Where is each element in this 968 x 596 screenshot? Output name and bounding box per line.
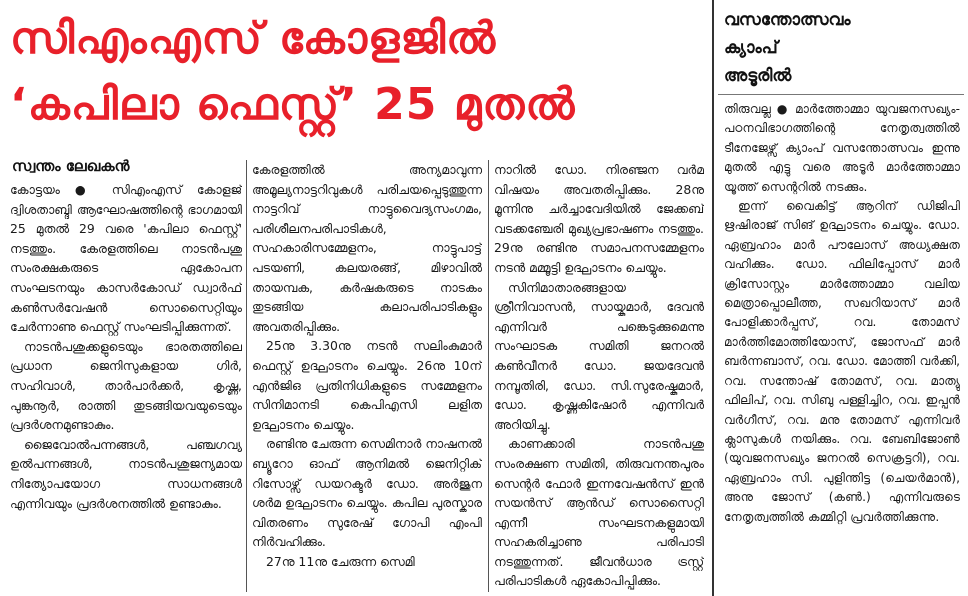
paragraph: തിരുവല്ല ● മാർത്തോമ്മാ യുവജനസഖ്യം-പഠനവിഭാഗത്തിന്റെ നേതൃത്വത്തിൽ ടീനേജേഴ്സ് ക്യാംപ് വസന്തോത്സവം ഇന്നു മുതൽ എട്ടു വരെ അടൂർ മാർത്തോമ്മാ യൂത്ത് സെന്ററിൽ നടക്കും. [724, 102, 960, 194]
paragraph: നാടൻപശുക്കളുടെയും ഭാരതത്തിലെ പ്രധാന ജെനിസുകളായ ഗിർ, സഹിവാൾ, താർപാർക്കർ, കൃഷ്ണ, പുങ്കനൂർ, രാത്തി തുടങ്ങിയവയുടെയും പ്രദർശനമുണ്ടാകും. [10, 338, 242, 433]
paragraph: 27നു 11നു ചേരുന്ന സെമി [266, 553, 415, 569]
column-divider [246, 160, 247, 592]
side-headline-rule [718, 94, 964, 95]
paragraph: ഇന്ന് വൈകിട്ട് ആറിന് ഡിജിപി ഋഷിരാജ് സിങ് ഉദ്ഘാടനം ചെയ്യും. ഡോ. ഏബ്രഹാം മാർ പൗലോസ് അധ്യക്ഷത വഹിക്കും. ഡോ. ഫിലിപ്പോസ് മാർ ക്രിസോസ്റ്റം മാർത്തോമ്മാ വലിയ മെത്രാപ്പൊലീത്ത, സഖറിയാസ് മാർ പോളിക്കാർപ്പസ്, റവ. തോമസ് മാർത്തിമോത്തിയോസ്, ജോസഫ് മാർ ബർന്നബാസ്, റവ. ഡോ. മോത്തി വർക്കി, റവ. സന്തോഷ് തോമസ്, റവ. മാത്യു ഫിലിപ്, റവ. സിബു പള്ളിച്ചിറ, റവ. ഇപ്പൻ വർഗീസ്, റവ. മനു തോമസ് എന്നിവർ ക്ലാസുകൾ നയിക്കും. റവ. ബേബിജോൺ (യുവജനസഖ്യം ജനറൽ സെക്രട്ടറി), റവ. ഏബ്രഹാം സി. പുളിന്തിട്ട (ചെയർമാൻ), അനു ജോസ് (കൺ.) എന്നിവരുടെ നേതൃത്വത്തിൽ കമ്മിറ്റി പ്രവർത്തിക്കുന്നു. [724, 199, 960, 524]
paragraph: രണ്ടിനു ചേരുന്ന സെമിനാർ നാഷനൽ ബ്യൂറോ ഓഫ് ആനിമൽ ജെനിറ്റിക് റിസോഴ്സ് ഡയറക്ടർ ഡോ. അർജുന ശർമ ഉദ്ഘാടനം ചെയ്യും. കപില പുരസ്കാര വിതരണം സുരേഷ് ഗോപി എംപി നിർവഹിക്കും. [252, 436, 482, 550]
paragraph: സിനിമാതാരങ്ങളായ ശ്രീനിവാസൻ, സായ്കുമാർ, ദേവൻ എന്നിവർ പങ്കെടുക്കുമെന്നു സംഘാടക സമിതി ജനറൽ കൺവീനർ ഡോ. ജയദേവൻ നമ്പൂതിരി, ഡോ. സി.സുരേഷ്കുമാർ, ഡോ. കൃഷ്ണകിഷോർ എന്നിവർ അറിയിച്ചു. [494, 279, 704, 432]
side-headline-line-3: അടൂരിൽ [724, 66, 792, 86]
paragraph: കേരളത്തിൽ അന്യമാവുന്ന അമൂല്യനാട്ടറിവുകൾ പരിചയപ്പെടുത്തുന്ന നാട്ടറിവ് നാട്ടുവൈദ്യസംഗമം, പരിശീലനപരിപാടികൾ, സഹകാരിസമ്മേളനം, നാട്ടുപാട്ട് പടയണി, കലയരങ്ങ്, മിഴാവിൽ തായമ്പക, കർഷകരുടെ നാടകം തുടങ്ങിയ കലാപരിപാടികളും അവതരിപ്പിക്കും. [252, 162, 482, 334]
article-column-3 [494, 160, 704, 592]
article-column-2 [252, 160, 482, 592]
main-headline [10, 6, 700, 138]
headline-line-2: ‘കപിലാ ഫെസ്റ്റ്’ 25 മുതൽ [10, 79, 576, 130]
paragraph: ജൈവോൽപന്നങ്ങൾ, പഞ്ചഗവ്യ ഉൽപന്നങ്ങൾ, നാടൻപശുജന്യമായ നിത്യോപയോഗ സാധനങ്ങൾ എന്നിവയും പ്രദർശനത്തിൽ ഉണ്ടാകും. [10, 436, 242, 511]
paragraph: കോട്ടയം ● സിഎംഎസ് കോളജ് ദ്വിശതാബ്ദി ആഘോഷത്തിന്റെ ഭാഗമായി 25 മുതൽ 29 വരെ 'കപിലാ ഫെസ്റ്റ്' നടത്തും. കേരളത്തിലെ നാടൻപശു സംരക്ഷകരുടെ ഏകോപന സംഘടനയും കാസർകോഡ് ഡ്വാർഫ് കൺസർവേഷൻ സൊസൈറ്റിയും ചേർന്നാണു ഫെസ്റ്റ് സംഘടിപ്പിക്കുന്നത്. [10, 182, 242, 335]
paragraph: കാണക്കാരി നാടൻപശു സംരക്ഷണ സമിതി, തിരുവനന്തപുരം സെന്റർ ഫോർ ഇന്നവേഷൻസ് ഇൻ സയൻസ് ആൻഡ് സൊസൈറ്റി എന്നീ സംഘടനകളുമായി സഹകരിച്ചാണു പരിപാടി നടത്തുന്നത്. ജീവൻധാര ട്രസ്റ്റ് പരിപാടികൾ ഏകോപിപ്പിക്കും. [494, 436, 704, 589]
article-column-1 [10, 180, 242, 592]
side-headline-line-1: വസന്തോത്സവം [724, 10, 851, 30]
paragraph: 25നു 3.30നു നടൻ സലിംകുമാർ ഫെസ്റ്റ് ഉദ്ഘാടനം ചെയ്യും. 26നു 10ന് എൻജിഒ പ്രതിനിധികളുടെ സമ്മേളനം സിനിമാനടി കെപിഎസി ലളിത ഉദ്ഘാടനം ചെയ്യും. [252, 338, 482, 432]
column-divider [488, 160, 489, 592]
side-headline-line-2: ക്യാംപ് [724, 38, 778, 58]
side-article-body [724, 100, 960, 592]
byline: സ്വന്തം ലേഖകൻ [12, 157, 130, 175]
paragraph: നാറിൽ ഡോ. നിരഞ്ജന വർമ വിഷയം അവതരിപ്പിക്കും. 28നു മൂന്നിനു ചർച്ചാവേദിയിൽ ജേക്കബ് വടക്കഞ്ചേരി മുഖ്യപ്രഭാഷണം നടത്തും. 29നു രണ്ടിനു സമാപനസമ്മേളനം നടൻ മമ്മൂട്ടി ഉദ്ഘാടനം ചെയ്യും. [494, 162, 704, 275]
headline-line-1: സിഎംഎസ് കോളജിൽ [10, 13, 497, 64]
section-divider [712, 0, 714, 596]
side-headline [724, 6, 956, 90]
